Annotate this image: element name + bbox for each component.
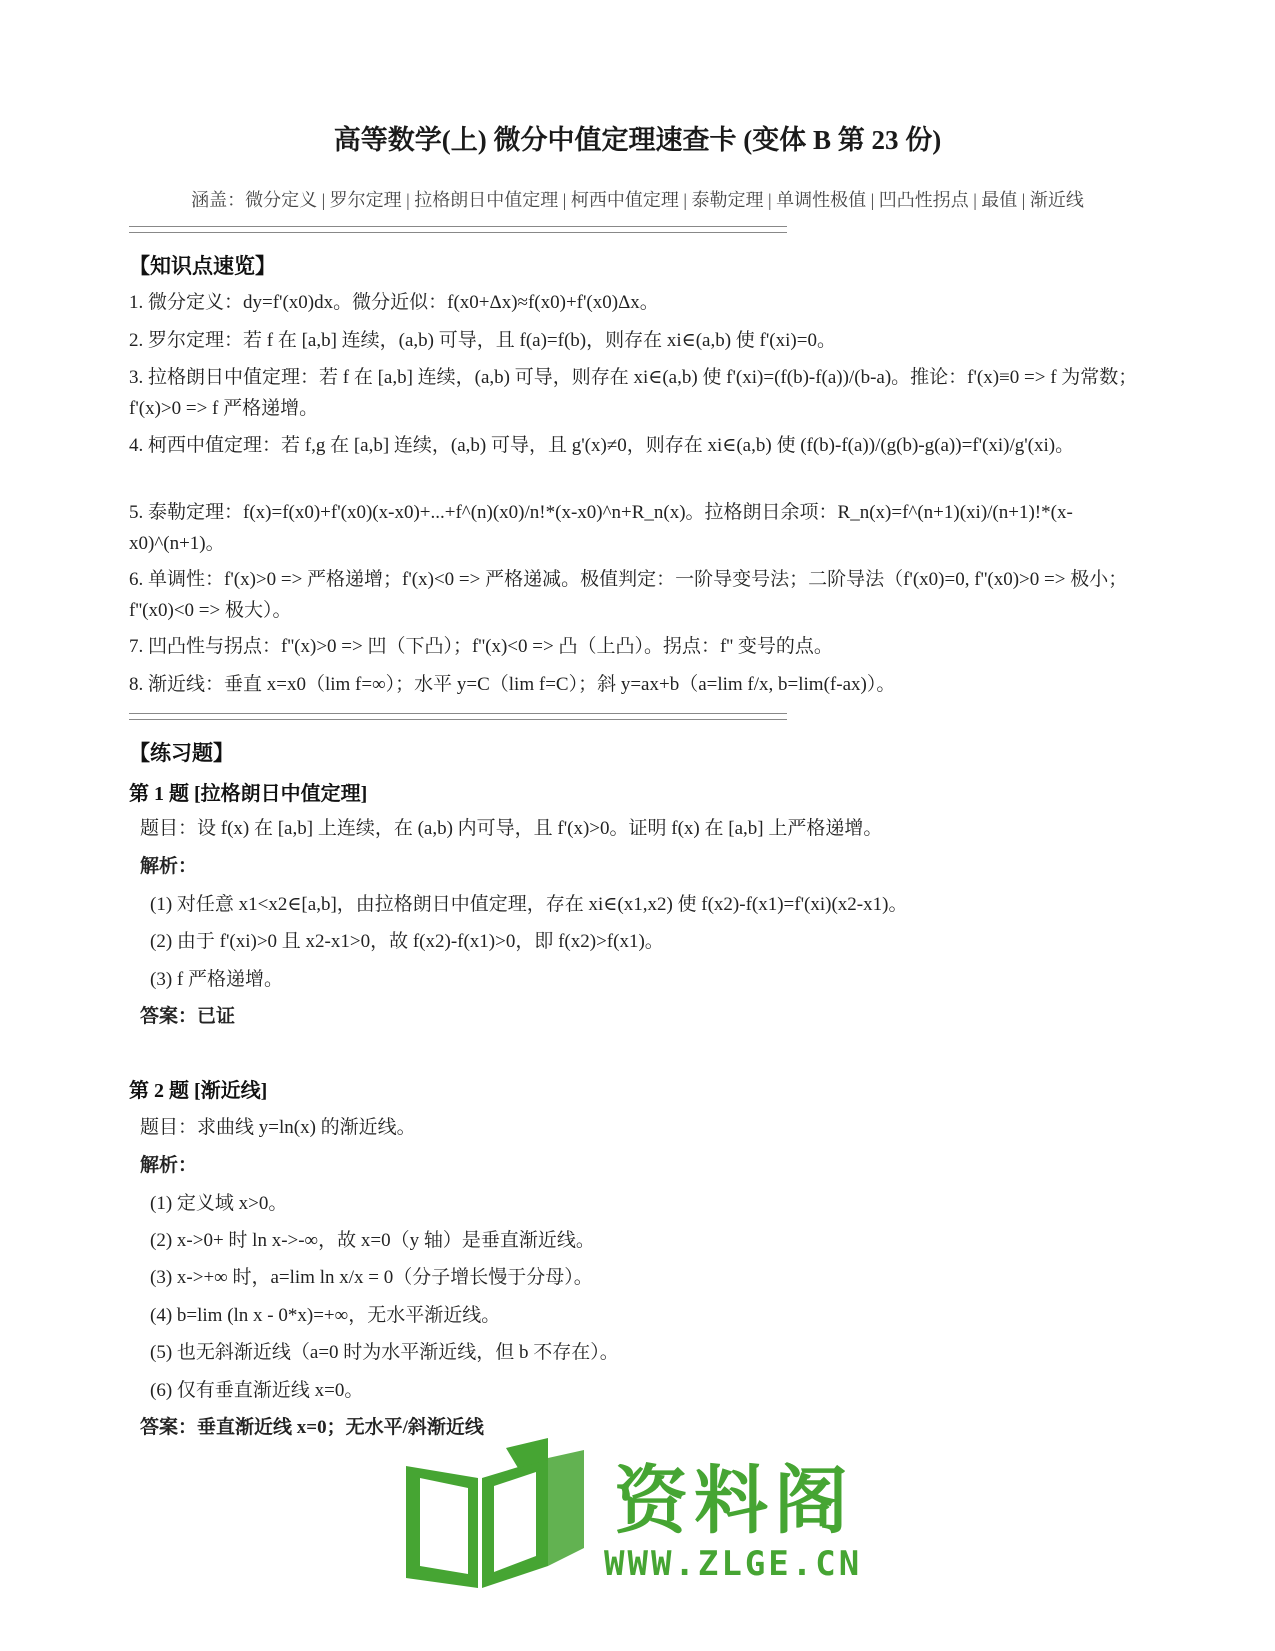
question-1-heading: 第 1 题 [拉格朗日中值定理] <box>129 783 368 805</box>
knowledge-item: 3. 拉格朗日中值定理：若 f 在 [a,b] 连续，(a,b) 可导，则存在 xi∈(a,b) 使 f'(xi)=(f(b)-f(a))/(b-a)。推论：f'(x)≡0 => f 为常数；f'(x)>0 => f 严格递增。 <box>129 367 1138 419</box>
question-2-step: (4) b=lim (ln x - 0*x)=+∞，无水平渐近线。 <box>150 1305 501 1326</box>
question-2-step: (5) 也无斜渐近线（a=0 时为水平渐近线，但 b 不存在）。 <box>150 1342 619 1363</box>
page-title: 高等数学(上) 微分中值定理速查卡 (变体 B 第 23 份) <box>333 125 942 155</box>
question-2-step: (1) 定义域 x>0。 <box>150 1193 288 1214</box>
knowledge-item: 4. 柯西中值定理：若 f,g 在 [a,b] 连续，(a,b) 可导，且 g'(x)≠0，则存在 xi∈(a,b) 使 (f(b)-f(a))/(g(b)-g(a))=f'(xi)/g'(xi)。 <box>129 435 1075 456</box>
question-2-analysis-label: 解析： <box>140 1155 198 1176</box>
question-1-step: (3) f 严格递增。 <box>150 969 283 990</box>
question-2-problem: 题目：求曲线 y=ln(x) 的渐近线。 <box>140 1117 416 1138</box>
knowledge-item: 2. 罗尔定理：若 f 在 [a,b] 连续，(a,b) 可导，且 f(a)=f(b)，则存在 xi∈(a,b) 使 f'(xi)=0。 <box>129 330 836 351</box>
question-1-answer: 答案：已证 <box>140 1006 236 1027</box>
exercises-heading: 【练习题】 <box>129 741 234 765</box>
question-1-step: (1) 对任意 x1<x2∈[a,b]，由拉格朗日中值定理，存在 xi∈(x1,x2) 使 f(x2)-f(x1)=f'(xi)(x2-x1)。 <box>150 894 908 915</box>
open-book-logo-icon <box>398 1438 588 1588</box>
knowledge-item: 7. 凹凸性与拐点：f''(x)>0 => 凹（下凸）；f''(x)<0 => 凸（上凸）。拐点：f'' 变号的点。 <box>129 636 833 657</box>
question-2-step: (3) x->+∞ 时，a=lim ln x/x = 0（分子增长慢于分母）。 <box>150 1267 593 1288</box>
divider <box>129 226 787 233</box>
question-1-analysis-label: 解析： <box>140 856 198 877</box>
question-2-step: (2) x->0+ 时 ln x->-∞，故 x=0（y 轴）是垂直渐近线。 <box>150 1230 595 1251</box>
knowledge-heading: 【知识点速览】 <box>129 254 276 278</box>
watermark-brand: 资料阁 <box>614 1458 854 1544</box>
knowledge-item: 5. 泰勒定理：f(x)=f(x0)+f'(x0)(x-x0)+...+f^(n)(x0)/n!*(x-x0)^n+R_n(x)。拉格朗日余项：R_n(x)=f^(n+1)(xi)/(n+1)!*(x-x0)^(n+1)。 <box>129 502 1073 554</box>
question-2-answer: 答案：垂直渐近线 x=0；无水平/斜渐近线 <box>140 1417 484 1438</box>
question-2-step: (6) 仅有垂直渐近线 x=0。 <box>150 1380 364 1401</box>
watermark <box>398 1438 878 1588</box>
knowledge-item: 1. 微分定义：dy=f'(x0)dx。微分近似：f(x0+Δx)≈f(x0)+f'(x0)Δx。 <box>129 292 659 313</box>
question-2-heading: 第 2 题 [渐近线] <box>129 1080 268 1102</box>
knowledge-item: 6. 单调性：f'(x)>0 => 严格递增；f'(x)<0 => 严格递减。极值判定：一阶导变号法；二阶导法（f'(x0)=0, f''(x0)>0 => 极小；f''(x0)<0 => 极大）。 <box>129 569 1128 621</box>
knowledge-item: 8. 渐近线：垂直 x=x0（lim f=∞）；水平 y=C（lim f=C）；斜 y=ax+b（a=lim f/x, b=lim(f-ax)）。 <box>129 674 896 695</box>
question-1-step: (2) 由于 f'(xi)>0 且 x2-x1>0，故 f(x2)-f(x1)>0，即 f(x2)>f(x1)。 <box>150 931 664 952</box>
question-1-problem: 题目：设 f(x) 在 [a,b] 上连续，在 (a,b) 内可导，且 f'(x)>0。证明 f(x) 在 [a,b] 上严格递增。 <box>140 818 883 839</box>
divider <box>129 713 787 720</box>
page-subtitle: 涵盖：微分定义 | 罗尔定理 | 拉格朗日中值定理 | 柯西中值定理 | 泰勒定理 | 单调性极值 | 凹凸性拐点 | 最值 | 渐近线 <box>191 190 1084 210</box>
watermark-url: WWW.ZLGE.CN <box>604 1544 863 1584</box>
